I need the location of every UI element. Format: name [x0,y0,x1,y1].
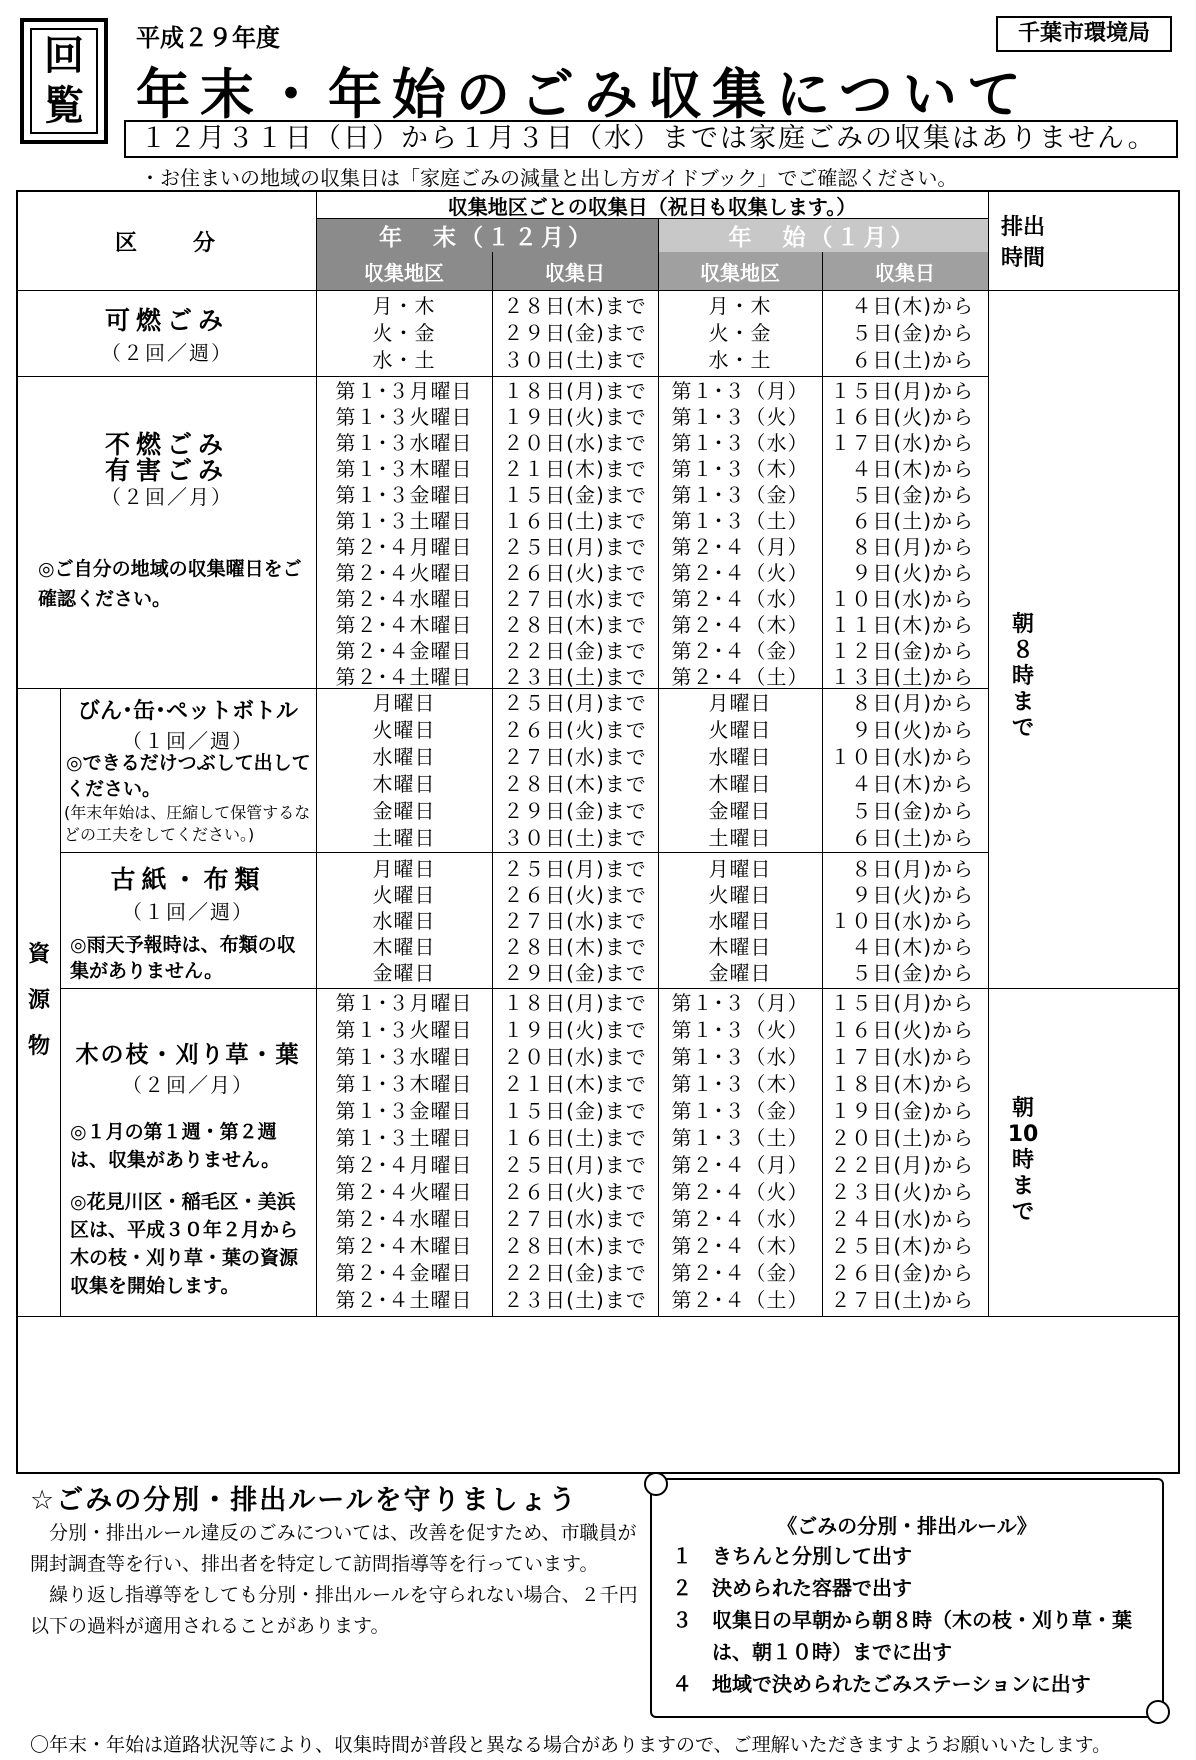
nonburn-new-year-district-cell: 第２･４（火） [671,561,809,585]
nonburn-year-end-district-cell: 第２･４水曜日 [335,587,473,611]
nonburn-new-year-day-cell: １７日(水)から [830,431,974,455]
nonburn-year-end-day-cell: ２１日(木)まで [503,457,647,481]
paper-year-end-day-cell: ２６日(火)まで [503,883,647,907]
time-10-char-3: 時 [1011,1148,1034,1173]
burnable-title: 可燃ごみ [104,305,229,335]
schedule-table [16,190,1180,1474]
stamp-char-2: 覧 [44,83,84,129]
bottles-new-year-day-cell: ４日(木)から [851,772,974,796]
nonburn-new-year-district-cell: 第１･３（金） [671,483,809,507]
nonburn-new-year-district-cell: 第２･４（月） [671,535,809,559]
nonburn-new-year-district-cell: 第１･３（月） [671,379,809,403]
schedule-header: 収集地区ごとの収集日（祝日も収集します。） [447,194,857,219]
burnable-new-year-day-cell: ６日(土)から [851,348,974,372]
branches-year-end-district-cell: 第１･３水曜日 [335,1045,473,1069]
nonburn-new-year-district-cell: 第２･４（木） [671,613,809,637]
time-10-char-4: ま [1011,1174,1034,1199]
nonburn-new-year-district-cell: 第２･４（水） [671,587,809,611]
bottles-year-end-district-cell: 火曜日 [372,718,436,742]
branches-new-year-day-cell: ２６日(金)から [830,1261,974,1285]
time-8-char-1: 朝 [1011,612,1034,637]
time-10-cell [988,988,1058,1316]
branches-new-year-day-cell: １８日(木)から [830,1072,974,1096]
branches-new-year-day-cell: ２５日(木)から [830,1234,974,1258]
branches-new-year-district-cell: 第２･４（火） [671,1180,809,1204]
time-8-char-2: ８ [1011,638,1034,663]
burnable-year-end-day-cell: ２９日(金)まで [503,321,647,345]
branches-new-year-district-cell: 第１･３（水） [671,1045,809,1069]
bottles-year-end-district-cell: 木曜日 [372,772,436,796]
bottles-new-year-district-cell: 火曜日 [708,718,772,742]
nonburn-title-2: 有害ごみ [104,456,229,485]
branches-year-end-day-cell: ２５日(月)まで [503,1153,647,1177]
nonburn-new-year-district-cell: 第１･３（火） [671,405,809,429]
scroll-curl-bottom [1146,1700,1170,1724]
nonburn-year-end-day-cell: １９日(火)まで [503,405,647,429]
nonburn-year-end-district-cell: 第２･４月曜日 [335,535,473,559]
branches-year-end-day-cell: ２６日(火)まで [503,1180,647,1204]
burnable-new-year-district-cell: 火・金 [708,321,772,345]
branches-year-end-district-cell: 第１･３木曜日 [335,1072,473,1096]
new-year-header: 年 始（１月） [658,218,988,252]
branches-new-year-day-cell: ２３日(火)から [830,1180,974,1204]
organization-label: 千葉市環境局 [996,16,1172,52]
nonburn-year-end-district-cell: 第２･４金曜日 [335,639,473,663]
year-end-header: 年 末（１２月） [316,218,658,252]
stamp-char-1: 回 [44,33,84,79]
bottles-new-year-day-cell: ５日(金)から [851,799,974,823]
nonburn-year-end-district-cell: 第１･３金曜日 [335,483,473,507]
nonburn-year-end-district-cell: 第１･３月曜日 [335,379,473,403]
time-8-char-3: 時 [1011,664,1034,689]
new-year-day-header: 収集日 [822,252,988,290]
paper-year-end-day-cell: ２８日(木)まで [503,935,647,959]
nonburn-new-year-day-cell: ５日(金)から [851,483,974,507]
branches-year-end-district-cell: 第１･３火曜日 [335,1018,473,1042]
rules-paragraph-2: 繰り返し指導等をしても分別・排出ルールを守られない場合、２千円以下の過料が適用されることがあります。 [30,1584,638,1637]
branches-note-2: ◎花見川区・稲毛区・美浜区は、平成３０年２月から木の枝・刈り草・葉の資源収集を開始します。 [70,1191,299,1297]
nonburn-year-end-day-cell: ２３日(土)まで [503,665,647,689]
bottles-new-year-day-cell: １０日(水)から [830,745,974,769]
bottles-new-year-day-cell: ８日(月)から [851,691,974,715]
nonburn-new-year-day-cell: ４日(木)から [851,457,974,481]
branches-year-end-district-cell: 第２･４水曜日 [335,1207,473,1231]
branches-new-year-district-cell: 第２･４（土） [671,1288,809,1312]
nonburn-year-end-day-cell: ２５日(月)まで [503,535,647,559]
branches-new-year-district-cell: 第２･４（水） [671,1207,809,1231]
year-end-district-header: 収集地区 [316,252,492,290]
burnable-new-year-day-cell: ４日(木)から [851,294,974,318]
branches-new-year-district-cell: 第１･３（月） [671,991,809,1015]
bottles-year-end-day-cell: ２６日(火)まで [503,718,647,742]
branches-new-year-district-cell: 第１･３（金） [671,1099,809,1123]
time-10-char-5: で [1011,1200,1034,1225]
branches-year-end-district-cell: 第２･４月曜日 [335,1153,473,1177]
burnable-year-end-day-cell: ２８日(木)まで [503,294,647,318]
new-year-district-header: 収集地区 [658,252,822,290]
branches-year-end-day-cell: ２０日(水)まで [503,1045,647,1069]
rules-item: １ きちんと分別して出す [672,1544,912,1568]
paper-year-end-district-cell: 金曜日 [372,961,436,985]
branches-year-end-day-cell: ２７日(水)まで [503,1207,647,1231]
nonburn-year-end-district-cell: 第１･３木曜日 [335,457,473,481]
resources-char-3: 物 [27,1034,50,1059]
paper-new-year-day-cell: １０日(水)から [830,909,974,933]
branches-new-year-district-cell: 第２･４（金） [671,1261,809,1285]
time-header-line2: 時間 [1000,246,1045,271]
branches-note-1: ◎１月の第１週・第２週は、収集がありません。 [70,1121,281,1171]
bottles-year-end-district-cell: 水曜日 [372,745,436,769]
rules-body [30,1518,646,1642]
footer-note: 〇年末・年始は道路状況等により、収集時間が普段と異なる場合がありますので、ご理解いただきますようお願いいたします。 [30,1734,1112,1756]
time-header [988,192,1058,290]
paper-new-year-day-cell: ８日(月)から [851,857,974,881]
nonburn-note: ◎ご自分の地域の収集曜日をご確認ください。 [38,558,302,610]
nonburn-year-end-day-cell: ２７日(水)まで [503,587,647,611]
branches-year-end-day-cell: ２２日(金)まで [503,1261,647,1285]
bottles-year-end-district-cell: 土曜日 [372,826,436,850]
burnable-year-end-district-cell: 水・土 [372,348,436,372]
branches-new-year-day-cell: ２７日(土)から [830,1288,974,1312]
circulation-stamp [20,18,108,144]
paper-year-end-district-cell: 水曜日 [372,909,436,933]
nonburn-new-year-district-cell: 第２･４（土） [671,665,809,689]
burnable-new-year-day-cell: ５日(金)から [851,321,974,345]
nonburn-new-year-district-cell: 第２･４（金） [671,639,809,663]
year-end-day-header: 収集日 [492,252,658,290]
branches-new-year-day-cell: １５日(月)から [830,991,974,1015]
paper-year-end-day-cell: ２９日(金)まで [503,961,647,985]
burnable-new-year-district-cell: 月・木 [708,294,772,318]
branches-new-year-day-cell: １６日(火)から [830,1018,974,1042]
time-8-char-5: で [1011,716,1034,741]
paper-year-end-district-cell: 木曜日 [372,935,436,959]
burnable-year-end-district-cell: 火・金 [372,321,436,345]
time-10-char-1: 朝 [1011,1096,1034,1121]
rules-list [672,1540,1132,1700]
bottles-new-year-district-cell: 水曜日 [708,745,772,769]
rules-item: ４ 地域で決められたごみステーションに出す [672,1672,1091,1696]
branches-year-end-district-cell: 第２･４金曜日 [335,1261,473,1285]
paper-year-end-district-cell: 火曜日 [372,883,436,907]
time-8-char-4: ま [1011,690,1034,715]
branches-category [60,988,316,1316]
nonburn-new-year-day-cell: １３日(土)から [830,665,974,689]
bottles-year-end-district-cell: 金曜日 [372,799,436,823]
time-10-char-2: 10 [1007,1122,1039,1147]
nonburn-year-end-district-cell: 第２･４火曜日 [335,561,473,585]
burnable-year-end-district-cell: 月・木 [372,294,436,318]
nonburn-new-year-day-cell: １０日(水)から [830,587,974,611]
bottles-new-year-district-cell: 月曜日 [708,691,772,715]
paper-new-year-district-cell: 火曜日 [708,883,772,907]
branches-new-year-district-cell: 第２･４（月） [671,1153,809,1177]
nonburn-new-year-district-cell: 第１･３（木） [671,457,809,481]
branches-year-end-district-cell: 第２･４土曜日 [335,1288,473,1312]
bottles-year-end-day-cell: ２７日(水)まで [503,745,647,769]
resources-label [18,688,60,1316]
branches-year-end-district-cell: 第１･３月曜日 [335,991,473,1015]
bottles-new-year-district-cell: 金曜日 [708,799,772,823]
nonburn-year-end-district-cell: 第２･４土曜日 [335,665,473,689]
paper-new-year-district-cell: 木曜日 [708,935,772,959]
branches-year-end-day-cell: ２１日(木)まで [503,1072,647,1096]
bottles-year-end-day-cell: ３０日(土)まで [503,826,647,850]
bottles-new-year-day-cell: ９日(火)から [851,718,974,742]
burnable-category [18,290,316,376]
rules-scroll-box [650,1478,1164,1718]
bottles-title: びん･缶･ペットボトル [77,699,298,724]
nonburn-new-year-day-cell: ８日(月)から [851,535,974,559]
nonburn-new-year-day-cell: ６日(土)から [851,509,974,533]
paper-year-end-day-cell: ２７日(水)まで [503,909,647,933]
paper-category [60,852,316,988]
nonburn-year-end-day-cell: ２０日(水)まで [503,431,647,455]
nonburn-title-1: 不燃ごみ [104,430,229,459]
branches-new-year-district-cell: 第１･３（木） [671,1072,809,1096]
nonburn-new-year-day-cell: １５日(月)から [830,379,974,403]
burnable-new-year-district-cell: 水・土 [708,348,772,372]
rules-item: は、朝１０時）までに出す [672,1640,952,1664]
paper-new-year-district-cell: 金曜日 [708,961,772,985]
nonburn-category [18,376,316,688]
bottles-category [60,688,316,852]
paper-new-year-day-cell: ９日(火)から [851,883,974,907]
nonburn-year-end-day-cell: ２８日(木)まで [503,613,647,637]
time-header-line1: 排出 [1000,215,1045,240]
branches-year-end-district-cell: 第２･４木曜日 [335,1234,473,1258]
nonburn-new-year-day-cell: １６日(火)から [830,405,974,429]
paper-year-end-district-cell: 月曜日 [372,857,436,881]
nonburn-new-year-day-cell: １１日(木)から [830,613,974,637]
branches-new-year-day-cell: ２２日(月)から [830,1153,974,1177]
rules-box-title: 《ごみの分別・排出ルール》 [777,1514,1037,1538]
nonburn-year-end-district-cell: 第１･３火曜日 [335,405,473,429]
resources-char-2: 源 [27,988,50,1013]
bottles-note-small: (年末年始は、圧縮して保管するなどの工夫をしてください。) [64,803,311,844]
branches-new-year-district-cell: 第１･３（火） [671,1018,809,1042]
branches-new-year-day-cell: ２４日(水)から [830,1207,974,1231]
nonburn-new-year-day-cell: ９日(火)から [851,561,974,585]
nonburn-year-end-district-cell: 第１･３土曜日 [335,509,473,533]
time-8-cell [988,290,1058,988]
bottles-new-year-day-cell: ６日(土)から [851,826,974,850]
nonburn-new-year-district-cell: 第１･３（土） [671,509,809,533]
paper-frequency: （１回／週） [122,900,254,924]
scroll-curl-top [644,1472,668,1496]
branches-year-end-day-cell: ２８日(木)まで [503,1234,647,1258]
branches-year-end-day-cell: １８日(月)まで [503,991,647,1015]
branches-new-year-district-cell: 第１･３（土） [671,1126,809,1150]
burnable-year-end-day-cell: ３０日(土)まで [503,348,647,372]
branches-year-end-district-cell: 第２･４火曜日 [335,1180,473,1204]
bottles-new-year-district-cell: 木曜日 [708,772,772,796]
nonburn-year-end-day-cell: ２６日(火)まで [503,561,647,585]
branches-year-end-day-cell: １５日(金)まで [503,1099,647,1123]
branches-year-end-day-cell: ２３日(土)まで [503,1288,647,1312]
bottles-frequency: （１回／週） [122,729,254,753]
paper-note: ◎雨天予報時は、布類の収集がありません。 [70,934,296,982]
branches-new-year-day-cell: １７日(水)から [830,1045,974,1069]
rules-item: ２ 決められた容器で出す [672,1576,912,1600]
nonburn-year-end-day-cell: １８日(月)まで [503,379,647,403]
nonburn-new-year-day-cell: １２日(金)から [830,639,974,663]
branches-new-year-district-cell: 第２･４（木） [671,1234,809,1258]
nonburn-new-year-district-cell: 第１･３（水） [671,431,809,455]
bottles-year-end-day-cell: ２５日(月)まで [503,691,647,715]
rules-heading: ☆ごみの分別・排出ルールを守りましょう [30,1485,578,1516]
branches-year-end-day-cell: １６日(土)まで [503,1126,647,1150]
burnable-frequency: （２回／週） [101,340,233,365]
branches-frequency: （２回／月） [122,1073,254,1097]
nonburn-year-end-day-cell: ２２日(金)まで [503,639,647,663]
bottles-new-year-district-cell: 土曜日 [708,826,772,850]
resources-char-1: 資 [27,942,50,967]
paper-title: 古紙・布類 [110,865,266,894]
rules-paragraph-1: 分別・排出ルール違反のごみについては、改善を促すため、市職員が開封調査等を行い、排出者を特定して訪問指導等を行っています。 [30,1522,637,1575]
branches-new-year-day-cell: １９日(金)から [830,1099,974,1123]
nonburn-year-end-district-cell: 第２･４木曜日 [335,613,473,637]
branches-new-year-day-cell: ２０日(土)から [830,1126,974,1150]
paper-year-end-day-cell: ２５日(月)まで [503,857,647,881]
fiscal-year: 平成２９年度 [136,24,280,52]
branches-year-end-day-cell: １９日(火)まで [503,1018,647,1042]
branches-year-end-district-cell: 第１･３土曜日 [335,1126,473,1150]
nonburn-year-end-day-cell: １５日(金)まで [503,483,647,507]
paper-new-year-day-cell: ４日(木)から [851,935,974,959]
nonburn-year-end-district-cell: 第１･３水曜日 [335,431,473,455]
branches-year-end-district-cell: 第１･３金曜日 [335,1099,473,1123]
rules-item: ３ 収集日の早朝から朝８時（木の枝・刈り草・葉 [672,1608,1132,1632]
bottles-year-end-day-cell: ２９日(金)まで [503,799,647,823]
bottles-note: ◎できるだけつぶして出してください。 [66,752,311,800]
bottles-year-end-day-cell: ２８日(木)まで [503,772,647,796]
paper-new-year-day-cell: ５日(金)から [851,961,974,985]
bottles-year-end-district-cell: 月曜日 [372,691,436,715]
page-title: 年末・年始のごみ収集について [136,63,1031,126]
sub-note: ・お住まいの地域の収集日は「家庭ごみの減量と出し方ガイドブック」でご確認ください。 [140,166,958,190]
category-header: 区 分 [114,230,219,256]
notice-box: １２月３１日（日）から１月３日（水）までは家庭ごみの収集はありません。 [124,120,1178,158]
paper-new-year-district-cell: 月曜日 [708,857,772,881]
paper-new-year-district-cell: 水曜日 [708,909,772,933]
nonburn-year-end-day-cell: １６日(土)まで [503,509,647,533]
nonburn-frequency: （２回／月） [101,485,233,509]
branches-title: 木の枝・刈り草・葉 [75,1042,301,1068]
